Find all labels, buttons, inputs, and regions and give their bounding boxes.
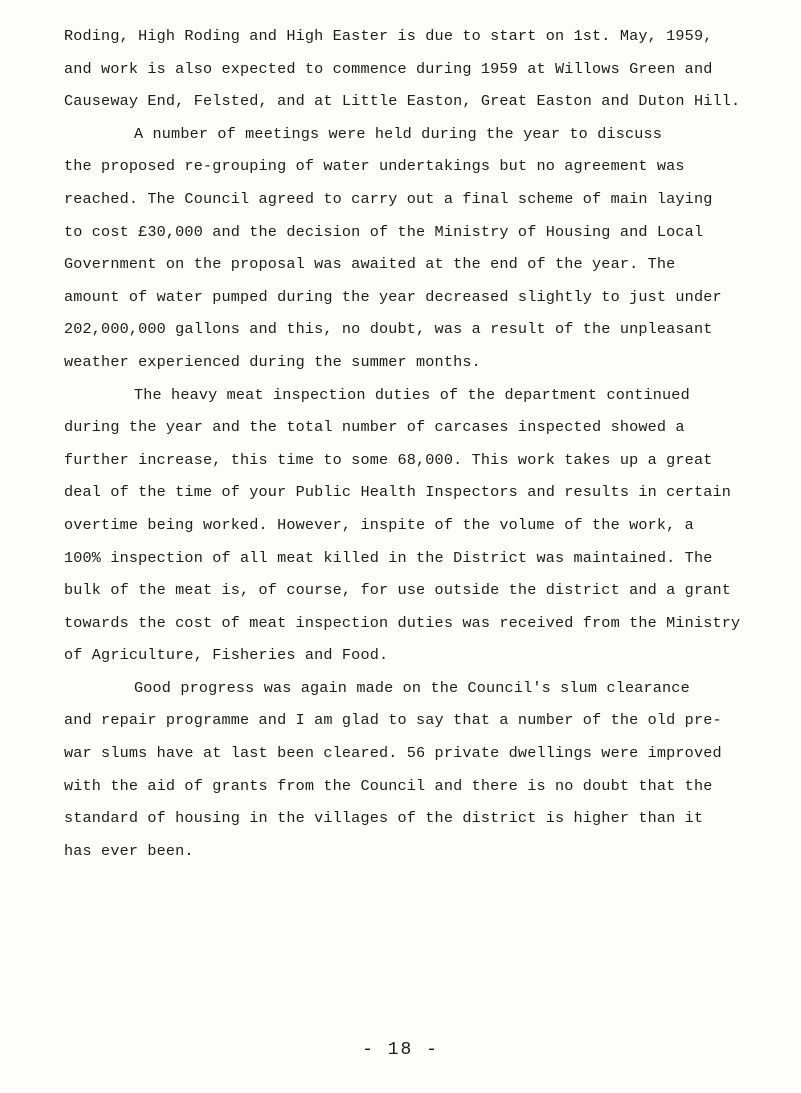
paragraph-first-line: The heavy meat inspection duties of the department continued bbox=[134, 385, 690, 404]
text-line: standard of housing in the villages of the district is higher than it bbox=[64, 809, 704, 828]
text-line: weather experienced during the summer months. bbox=[64, 352, 481, 371]
text-line: bulk of the meat is, of course, for use outside the district and a grant bbox=[64, 581, 732, 600]
text-line: with the aid of grants from the Council and there is no doubt that the bbox=[64, 776, 713, 795]
text-line: deal of the time of your Public Health Inspectors and results in certain bbox=[64, 483, 732, 502]
text-line: overtime being worked. However, inspite of the volume of the work, a bbox=[64, 515, 694, 534]
text-line: during the year and the total number of carcases inspected showed a bbox=[64, 418, 685, 437]
text-line: war slums have at last been cleared. 56 private dwellings were improved bbox=[64, 744, 722, 763]
text-line: has ever been. bbox=[64, 841, 194, 860]
text-line: Roding, High Roding and High Easter is due to start on 1st. May, 1959, bbox=[64, 27, 713, 45]
text-line: of Agriculture, Fisheries and Food. bbox=[64, 646, 389, 665]
text-line: 100% inspection of all meat killed in the District was maintained. The bbox=[64, 548, 713, 567]
text-line: towards the cost of meat inspection duties was received from the Ministry bbox=[64, 613, 741, 632]
text-line: further increase, this time to some 68,000. This work takes up a great bbox=[64, 450, 713, 469]
text-line: reached. The Council agreed to carry out a final scheme of main laying bbox=[64, 189, 713, 208]
body-text bbox=[64, 20, 764, 867]
text-line: amount of water pumped during the year decreased slightly to just under bbox=[64, 287, 722, 306]
paragraph-first-line: Good progress was again made on the Council's slum clearance bbox=[134, 678, 690, 697]
text-line: 202,000,000 gallons and this, no doubt, was a result of the unpleasant bbox=[64, 320, 713, 339]
text-line: Causeway End, Felsted, and at Little Easton, Great Easton and Duton Hill. bbox=[64, 92, 741, 111]
page-number: - 18 - bbox=[362, 1040, 439, 1060]
text-line: to cost £30,000 and the decision of the Ministry of Housing and Local bbox=[64, 222, 704, 241]
paragraph-first-line: A number of meetings were held during the year to discuss bbox=[134, 124, 663, 143]
text-line: and repair programme and I am glad to say that a number of the old pre- bbox=[64, 711, 722, 730]
text-line: the proposed re-grouping of water undertakings but no agreement was bbox=[64, 157, 685, 176]
text-line: and work is also expected to commence during 1959 at Willows Green and bbox=[64, 59, 713, 78]
text-line: Government on the proposal was awaited at the end of the year. The bbox=[64, 255, 676, 274]
